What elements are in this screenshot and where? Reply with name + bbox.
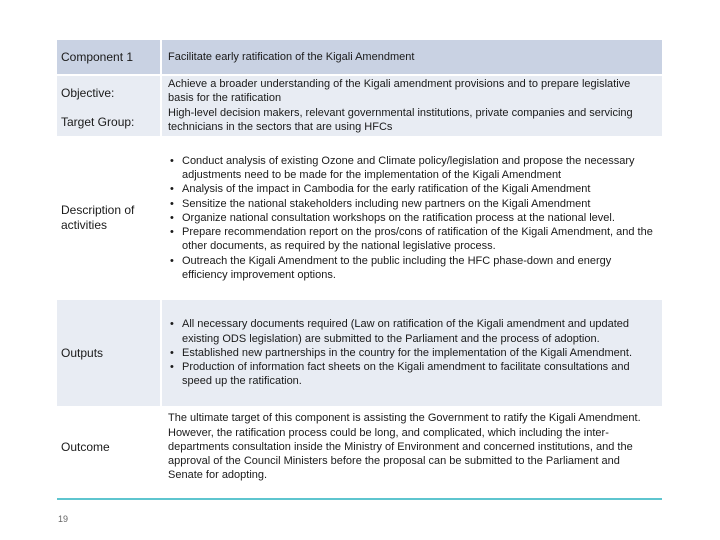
- output-item: • Production of information fact sheets on the Kigali amendment to facilitate consultations and speed up the ratification.: [168, 360, 656, 389]
- outputs-list: [168, 317, 656, 388]
- outputs-label: Outputs: [57, 300, 162, 406]
- component-title: Facilitate early ratification of the Kigali Amendment: [168, 50, 415, 63]
- outcome-label: Outcome: [57, 408, 162, 486]
- target-group-text: High-level decision makers, relevant governmental institutions, private companies and servicing technicians in the sectors that are using HFCs: [168, 106, 633, 133]
- activity-item: • Organize national consultation workshops on the ratification process at the national level.: [168, 211, 656, 225]
- component-label: Component 1: [57, 40, 162, 74]
- activity-item: • Sensitize the national stakeholders including new partners on the Kigali Amendment: [168, 197, 656, 211]
- outputs-row: [57, 300, 662, 408]
- activity-item: • Outreach the Kigali Amendment to the public including the HFC phase-down and energy efficiency improvement options.: [168, 254, 656, 283]
- footer-divider: [57, 498, 662, 500]
- activity-item: • Conduct analysis of existing Ozone and Climate policy/legislation and propose the necessary adjustments need to be made for the implementation of the Kigali Amendment: [168, 154, 656, 183]
- activities-row: [57, 138, 662, 300]
- output-item: • All necessary documents required (Law on ratification of the Kigali amendment and updated existing ODS legislation) are submitted to the Parliament and the process of adoption.: [168, 317, 656, 346]
- activity-table: [57, 40, 662, 486]
- activity-item: • Prepare recommendation report on the pros/cons of ratification of the Kigali Amendment, and the other documents, as required by the national legislative process.: [168, 225, 656, 254]
- target-group-label: Target Group:: [61, 115, 135, 129]
- page-number: 19: [58, 514, 69, 524]
- output-item: • Established new partnerships in the country for the implementation of the Kigali Amendment.: [168, 346, 656, 360]
- activities-label: Description of activities: [57, 138, 162, 298]
- component-row: [57, 40, 662, 76]
- outcome-row: [57, 408, 662, 486]
- objective-target-row: [57, 76, 662, 138]
- activity-item: • Analysis of the impact in Cambodia for the early ratification of the Kigali Amendment: [168, 182, 656, 196]
- objective-label: Objective:: [61, 86, 115, 100]
- outcome-text: The ultimate target of this component is assisting the Government to ratify the Kigali Amendment. However, the ratification process could be long, and complicated, which including the inter-departments consultation inside the Ministry of Environment and concerned institutions, and the approval of the Council Ministers before the proposal can be submitted to the Parliament and Senate for adopting.: [168, 412, 641, 482]
- objective-target-labels: [57, 76, 162, 136]
- objective-text: Achieve a broader understanding of the Kigali amendment provisions and to prepare legislative basis for the ratification: [168, 78, 631, 105]
- activities-list: [168, 154, 656, 283]
